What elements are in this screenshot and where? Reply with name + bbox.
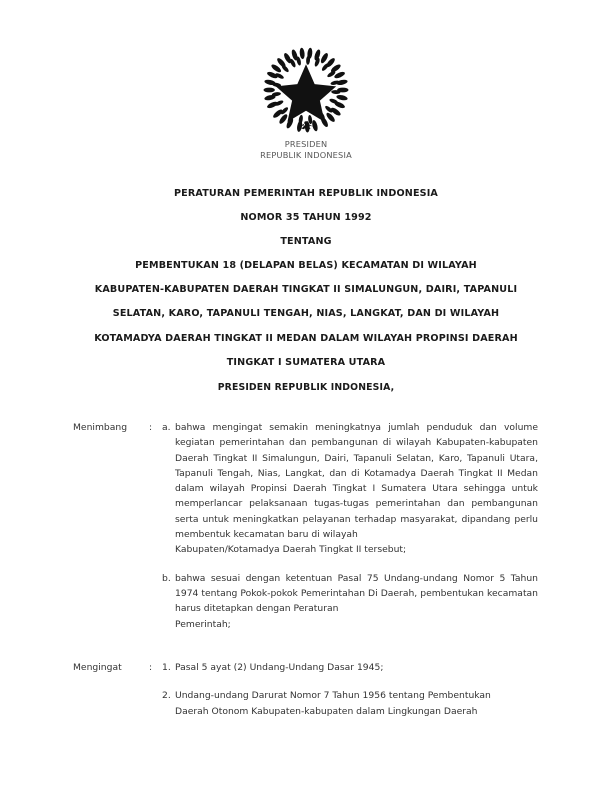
mengingat-item-2-marker: 2. bbox=[162, 690, 171, 702]
enacting-authority: PRESIDEN REPUBLIK INDONESIA, bbox=[217, 382, 395, 393]
emblem-caption-line-2: REPUBLIK INDONESIA bbox=[260, 150, 352, 160]
mengingat-section bbox=[73, 660, 538, 719]
mengingat-item-2-tail: Daerah Otonom Kabupaten-kabupaten dalam Lingkungan Daerah bbox=[175, 705, 478, 717]
document-title-block bbox=[56, 182, 556, 375]
menimbang-item-b-marker: b. bbox=[162, 572, 171, 584]
menimbang-label: Menimbang bbox=[73, 422, 128, 433]
title-line-subject-5: TINGKAT I SUMATERA UTARA bbox=[226, 356, 386, 368]
menimbang-item-b-tail: Pemerintah; bbox=[175, 618, 231, 630]
mengingat-label: Mengingat bbox=[73, 662, 122, 673]
emblem-block bbox=[0, 44, 612, 161]
menimbang-item-a-body: bahwa mengingat semakin meningkatnya jumlah penduduk dan volume kegiatan pemerintahan dan pembangunan di wilayah Kabupaten-kabupaten Daerah Tingkat II Simalungun, Dairi, Tapanuli Selatan, Karo, Tapanuli Utara, Tapanuli Tengah, Nias, Langkat, dan di Kotamadya Daerah Tingkat II Medan dalam wilayah Propinsi Daerah Tingkat I Sumatera Utara sehingga untuk memperlancar pelaksanaan tugas-tugas pemerintahan dan pembangunan serta untuk meningkatkan pelayanan terhadap masyarakat, dipandang perlu membentuk kecamatan baru di wilayah bbox=[175, 422, 538, 541]
menimbang-colon: : bbox=[149, 422, 153, 433]
title-line-number: NOMOR 35 TAHUN 1992 bbox=[240, 212, 372, 224]
mengingat-item-1-tail: Pasal 5 ayat (2) Undang-Undang Dasar 1945; bbox=[175, 662, 384, 673]
mengingat-item-2-text bbox=[175, 688, 538, 719]
menimbang-items bbox=[162, 420, 538, 632]
mengingat-item-2-body: Undang-undang Darurat Nomor 7 Tahun 1956 tentang Pembentukan bbox=[175, 690, 491, 702]
mengingat-item-1-marker: 1. bbox=[162, 662, 171, 673]
emblem-caption bbox=[0, 139, 612, 161]
title-line-subject-2: KABUPATEN-KABUPATEN DAERAH TINGKAT II SIMALUNGUN, DAIRI, TAPANULI bbox=[94, 284, 518, 296]
title-line-subject-1: PEMBENTUKAN 18 (DELAPAN BELAS) KECAMATAN DI WILAYAH bbox=[135, 260, 477, 272]
menimbang-item-a bbox=[162, 420, 538, 558]
title-line-regulation: PERATURAN PEMERINTAH REPUBLIK INDONESIA bbox=[173, 188, 439, 199]
mengingat-colon: : bbox=[149, 662, 153, 673]
mengingat-items bbox=[162, 660, 538, 719]
menimbang-item-a-marker: a. bbox=[162, 422, 171, 433]
mengingat-item-1 bbox=[162, 660, 538, 675]
menimbang-item-b bbox=[162, 571, 538, 632]
title-line-tentang: TENTANG bbox=[280, 236, 332, 248]
menimbang-item-b-text bbox=[175, 571, 538, 632]
menimbang-section bbox=[73, 420, 538, 632]
menimbang-item-a-text bbox=[175, 420, 538, 558]
mengingat-item-1-text bbox=[175, 660, 538, 675]
indonesia-presidential-star-wreath-emblem bbox=[258, 44, 354, 136]
menimbang-item-a-tail: Kabupaten/Kotamadya Daerah Tingkat II tersebut; bbox=[175, 544, 407, 556]
emblem-caption-line-1: PRESIDEN bbox=[284, 139, 328, 149]
title-line-subject-4: KOTAMADYA DAERAH TINGKAT II MEDAN DALAM WILAYAH PROPINSI DAERAH bbox=[94, 332, 518, 344]
mengingat-row bbox=[73, 660, 538, 719]
mengingat-item-2 bbox=[162, 688, 538, 719]
menimbang-item-b-body: bahwa sesuai dengan ketentuan Pasal 75 Undang-undang Nomor 5 Tahun 1974 tentang Pokok-pokok Pemerintahan Di Daerah, pembentukan kecamatan harus ditetapkan dengan Peraturan bbox=[175, 572, 538, 615]
title-line-subject-3: SELATAN, KARO, TAPANULI TENGAH, NIAS, LANGKAT, DAN DI WILAYAH bbox=[112, 308, 500, 320]
menimbang-row bbox=[73, 420, 538, 632]
